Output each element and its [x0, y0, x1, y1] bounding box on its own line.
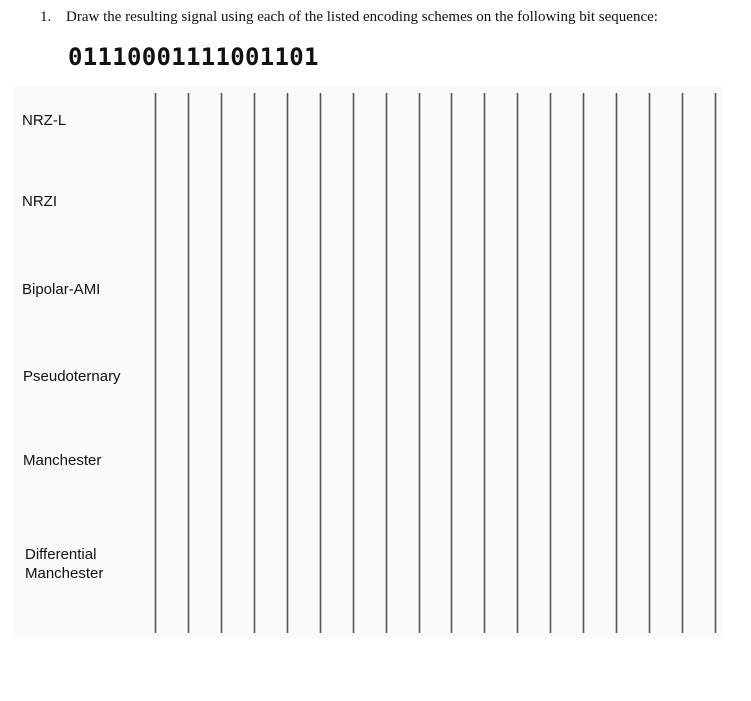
bit-sequence: 01110001111001101 [68, 43, 319, 71]
label-differential-line2: Manchester [25, 565, 104, 582]
question-prompt: Draw the resulting signal using each of the listed encoding schemes on the following bit sequence: [66, 9, 658, 25]
label-manchester: Manchester [23, 452, 102, 469]
label-nrz-l: NRZ-L [22, 112, 67, 129]
question-number: 1. [40, 9, 52, 25]
label-nrzi: NRZI [22, 193, 57, 210]
label-bipolar-ami: Bipolar-AMI [22, 281, 101, 298]
label-differential-line1: Differential [25, 546, 97, 563]
label-pseudoternary: Pseudoternary [23, 368, 121, 385]
label-differential-manchester [25, 545, 103, 583]
